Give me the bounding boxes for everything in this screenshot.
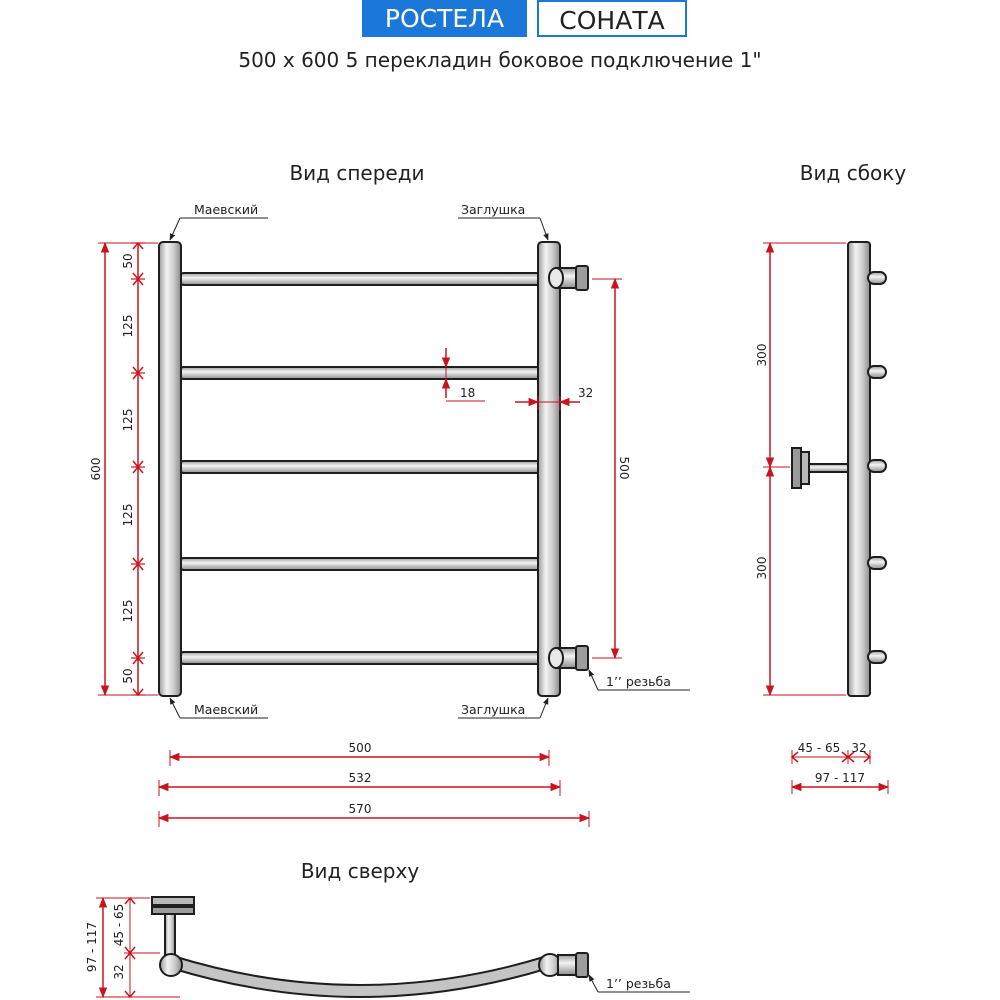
dim-width-570 [159, 811, 589, 827]
dim-32-text: 32 [578, 386, 594, 400]
top-bracket [152, 897, 194, 958]
bar-stub [868, 651, 886, 663]
plug-top-label: Заглушка [461, 202, 526, 217]
dim-300-lower-text: 300 [755, 556, 769, 580]
rail-bar [178, 558, 543, 570]
dim-500-vertical-text: 500 [617, 456, 631, 480]
dim-total-height [98, 243, 158, 695]
side-riser [848, 242, 870, 696]
label-bottom-right [458, 698, 548, 718]
wall-bracket [792, 448, 848, 488]
thread-label-top [589, 975, 690, 992]
dim-segment-text: 125 [121, 503, 135, 527]
dim-mount-text: 45 - 65 [797, 741, 841, 755]
bar-stub [868, 557, 886, 569]
label-top-right [458, 202, 548, 240]
rail-bar [178, 461, 543, 473]
top-view-title: Вид сверху [300, 859, 420, 883]
rail-bar [178, 273, 543, 285]
top-fitting-end [558, 953, 588, 977]
dim-top-riser-text: 32 [112, 964, 126, 980]
front-view [89, 202, 690, 827]
side-view [755, 242, 888, 794]
dim-segment-text: 50 [121, 253, 135, 269]
bottom-fitting [549, 646, 588, 670]
right-riser [538, 242, 560, 696]
thread-label-front [589, 670, 690, 690]
dim-18-text: 18 [460, 386, 476, 400]
bar-stub [868, 272, 886, 284]
maevsky-bottom-label: Маевский [194, 702, 259, 717]
bar-stub [868, 366, 886, 378]
product-subtitle: 500 x 600 5 перекладин боковое подключение 1" [238, 48, 762, 72]
dim-riser-text: 32 [851, 741, 867, 755]
dim-segment-text: 125 [121, 408, 135, 432]
dim-300-upper-text: 300 [755, 343, 769, 367]
dim-top-mount-text: 45 - 65 [112, 903, 126, 947]
left-riser [159, 242, 181, 696]
label-bottom-left [170, 698, 268, 718]
dim-segment-text: 125 [121, 599, 135, 623]
dim-570-text: 570 [348, 802, 372, 816]
thread-label: 1’’ резьба [606, 674, 671, 689]
top-fitting [549, 266, 588, 290]
dim-segment-text: 125 [121, 314, 135, 338]
top-view [85, 897, 690, 997]
side-view-title: Вид сбоку [799, 161, 907, 185]
plug-bottom-label: Заглушка [461, 702, 526, 717]
thread-label-top-text: 1’’ резьба [606, 976, 671, 991]
maevsky-top-label: Маевский [194, 202, 259, 217]
dim-600-text: 600 [89, 457, 103, 481]
front-view-title: Вид спереди [289, 161, 425, 185]
dim-segments [131, 243, 145, 695]
dim-segment-text: 50 [121, 668, 135, 684]
bar-stub [868, 460, 886, 472]
model-name: СОНАТА [537, 0, 687, 37]
dim-500-width-text: 500 [348, 741, 372, 755]
dim-532-text: 532 [348, 771, 372, 785]
rail-bar [178, 652, 543, 664]
dim-depth-text: 97 - 117 [814, 771, 866, 785]
brand-logo: РОСТЕЛА [362, 0, 527, 37]
label-top-left [170, 202, 268, 240]
rail-bar [178, 367, 543, 379]
top-left-riser [160, 954, 182, 976]
rail-bars [178, 273, 543, 664]
dim-top-depth-text: 97 - 117 [85, 921, 99, 973]
